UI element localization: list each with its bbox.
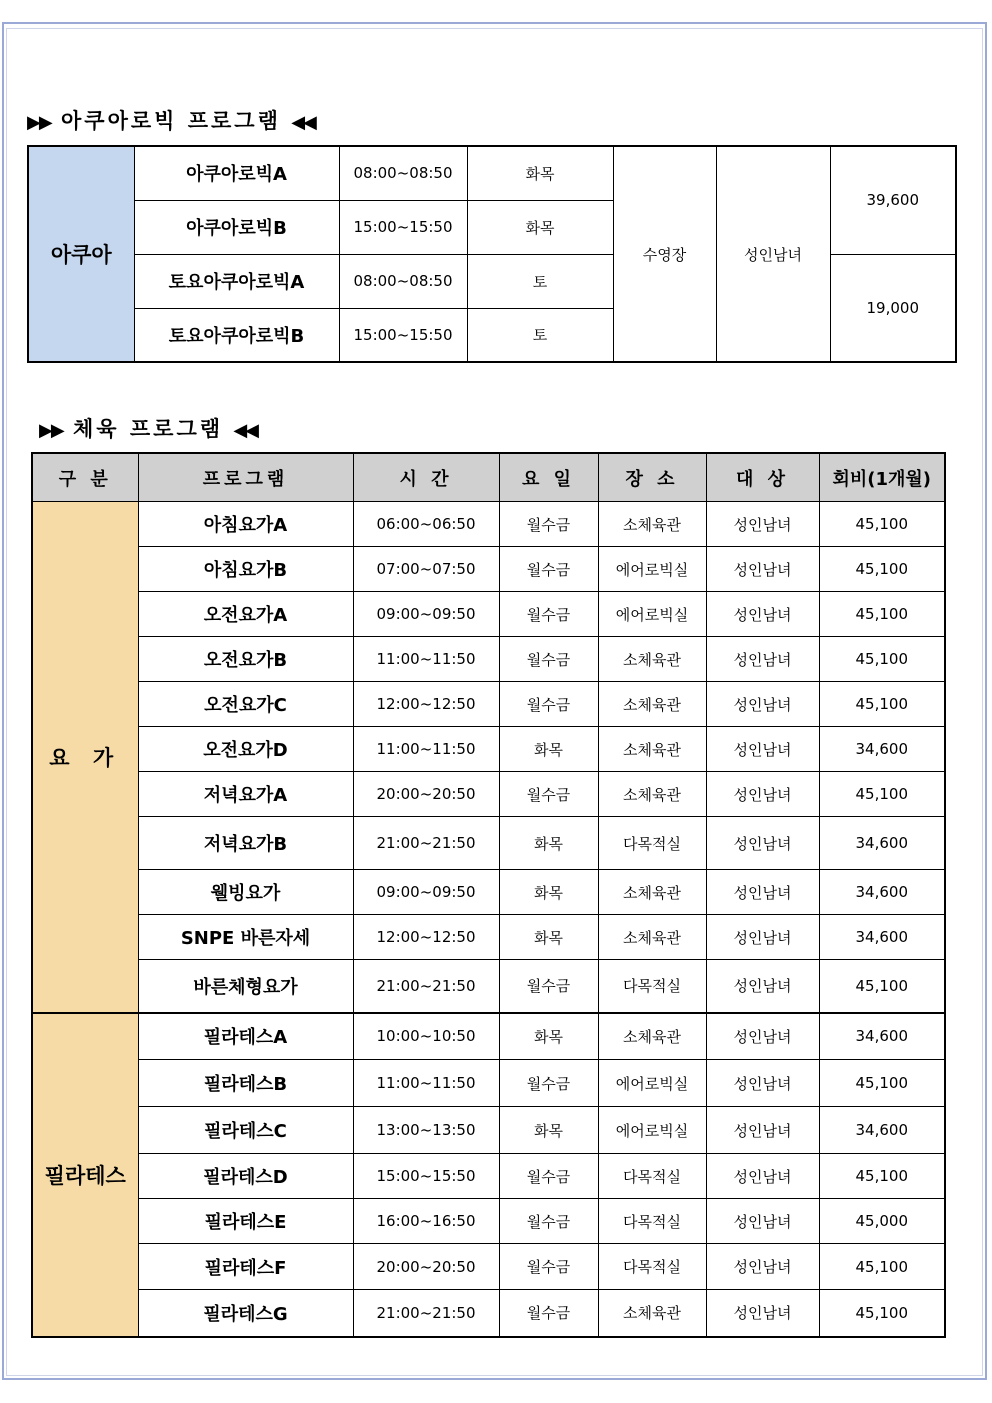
program-name: SNPE 바른자세 [138,915,353,960]
program-name: 필라테스G [138,1290,353,1337]
yoga-category-cell: 요 가 [32,502,138,1013]
time-cell: 13:00~13:50 [353,1107,499,1154]
day-cell: 화목 [499,1107,598,1154]
right-marker: ◀◀ [233,420,258,441]
program-name: 토요아쿠아로빅A [134,254,339,308]
table-row [32,1060,945,1107]
target-cell: 성인남녀 [706,1154,819,1199]
fitness-program-table [31,452,946,1338]
program-name: 필라테스A [138,1013,353,1060]
program-name: 필라테스E [138,1199,353,1244]
time-cell: 21:00~21:50 [353,1290,499,1337]
header-category: 구 분 [32,453,138,502]
fee-cell: 45,100 [819,547,945,592]
program-name: 오전요가A [138,592,353,637]
table-header-row [32,453,945,502]
fee-weekday-cell: 39,600 [830,146,956,254]
place-cell: 다목적실 [598,1154,706,1199]
left-marker: ▶▶ [27,112,51,133]
target-cell: 성인남녀 [706,1107,819,1154]
fee-cell: 45,000 [819,1199,945,1244]
table-row [32,1290,945,1337]
fee-cell: 34,600 [819,727,945,772]
time-cell: 11:00~11:50 [353,727,499,772]
target-cell: 성인남녀 [706,1290,819,1337]
day-cell: 화목 [499,727,598,772]
table-row [32,682,945,727]
program-name: 바른체형요가 [138,960,353,1013]
day-cell: 화목 [467,146,613,200]
place-cell: 소체육관 [598,772,706,817]
fee-cell: 34,600 [819,817,945,870]
table-row [32,1199,945,1244]
time-cell: 09:00~09:50 [353,592,499,637]
place-cell: 소체육관 [598,915,706,960]
header-day: 요 일 [499,453,598,502]
time-cell: 12:00~12:50 [353,915,499,960]
fee-weekend-cell: 19,000 [830,254,956,362]
fee-cell: 34,600 [819,870,945,915]
fee-cell: 45,100 [819,682,945,727]
aqua-category-cell: 아쿠아 [28,146,134,362]
time-cell: 21:00~21:50 [353,817,499,870]
table-row [32,1244,945,1290]
place-cell: 소체육관 [598,1290,706,1337]
fitness-title-text: 체육 프로그램 [73,417,224,441]
fee-cell: 45,100 [819,592,945,637]
pilates-category-cell: 필라테스 [32,1013,138,1337]
place-cell: 다목적실 [598,817,706,870]
table-row [32,817,945,870]
target-cell: 성인남녀 [706,1244,819,1290]
place-cell: 소체육관 [598,637,706,682]
program-name: 웰빙요가 [138,870,353,915]
target-cell: 성인남녀 [706,1199,819,1244]
target-cell: 성인남녀 [706,592,819,637]
time-cell: 06:00~06:50 [353,502,499,547]
target-cell: 성인남녀 [706,870,819,915]
place-cell: 소체육관 [598,1013,706,1060]
place-cell: 소체육관 [598,502,706,547]
table-row [32,960,945,1013]
target-cell: 성인남녀 [706,772,819,817]
day-cell: 토 [467,254,613,308]
day-cell: 월수금 [499,960,598,1013]
table-row [32,592,945,637]
place-cell: 수영장 [613,146,716,362]
fee-cell: 34,600 [819,1013,945,1060]
target-cell: 성인남녀 [706,817,819,870]
time-cell: 20:00~20:50 [353,1244,499,1290]
place-cell: 에어로빅실 [598,1060,706,1107]
day-cell: 월수금 [499,1244,598,1290]
time-cell: 21:00~21:50 [353,960,499,1013]
header-time: 시 간 [353,453,499,502]
time-cell: 12:00~12:50 [353,682,499,727]
fee-cell: 34,600 [819,1107,945,1154]
time-cell: 15:00~15:50 [339,200,467,254]
day-cell: 월수금 [499,637,598,682]
place-cell: 소체육관 [598,870,706,915]
fee-cell: 45,100 [819,772,945,817]
target-cell: 성인남녀 [706,1013,819,1060]
place-cell: 다목적실 [598,1244,706,1290]
time-cell: 09:00~09:50 [353,870,499,915]
program-name: 토요아쿠아로빅B [134,308,339,362]
target-cell: 성인남녀 [706,727,819,772]
table-row [32,870,945,915]
day-cell: 화목 [499,1013,598,1060]
aqua-title-text: 아쿠아로빅 프로그램 [61,109,281,133]
fee-cell: 45,100 [819,1060,945,1107]
time-cell: 11:00~11:50 [353,1060,499,1107]
time-cell: 16:00~16:50 [353,1199,499,1244]
day-cell: 월수금 [499,682,598,727]
time-cell: 20:00~20:50 [353,772,499,817]
target-cell: 성인남녀 [706,637,819,682]
fitness-section-title [39,413,257,443]
target-cell: 성인남녀 [706,960,819,1013]
time-cell: 07:00~07:50 [353,547,499,592]
time-cell: 15:00~15:50 [339,308,467,362]
fee-cell: 45,100 [819,1244,945,1290]
aqua-section-title [27,105,315,135]
program-name: 필라테스B [138,1060,353,1107]
time-cell: 15:00~15:50 [353,1154,499,1199]
day-cell: 월수금 [499,1154,598,1199]
place-cell: 소체육관 [598,727,706,772]
program-name: 저녁요가B [138,817,353,870]
fee-cell: 45,100 [819,1290,945,1337]
place-cell: 에어로빅실 [598,592,706,637]
table-row [32,1107,945,1154]
program-name: 오전요가B [138,637,353,682]
program-name: 저녁요가A [138,772,353,817]
program-name: 아쿠아로빅A [134,146,339,200]
table-row [32,637,945,682]
fee-cell: 34,600 [819,915,945,960]
program-name: 필라테스C [138,1107,353,1154]
program-name: 필라테스D [138,1154,353,1199]
target-cell: 성인남녀 [716,146,830,362]
fee-cell: 45,100 [819,960,945,1013]
place-cell: 에어로빅실 [598,1107,706,1154]
place-cell: 다목적실 [598,1199,706,1244]
program-name: 필라테스F [138,1244,353,1290]
right-marker: ◀◀ [291,112,315,133]
time-cell: 11:00~11:50 [353,637,499,682]
place-cell: 에어로빅실 [598,547,706,592]
table-row [32,1013,945,1060]
place-cell: 소체육관 [598,682,706,727]
program-name: 오전요가D [138,727,353,772]
table-row [32,502,945,547]
time-cell: 10:00~10:50 [353,1013,499,1060]
day-cell: 화목 [467,200,613,254]
target-cell: 성인남녀 [706,1060,819,1107]
day-cell: 월수금 [499,772,598,817]
day-cell: 화목 [499,915,598,960]
table-row [32,727,945,772]
fee-cell: 45,100 [819,1154,945,1199]
aqua-program-table [27,145,957,363]
program-name: 오전요가C [138,682,353,727]
fee-cell: 45,100 [819,502,945,547]
target-cell: 성인남녀 [706,682,819,727]
day-cell: 월수금 [499,592,598,637]
left-marker: ▶▶ [39,420,63,441]
time-cell: 08:00~08:50 [339,254,467,308]
table-row [32,915,945,960]
table-row [32,772,945,817]
header-fee: 회비(1개월) [819,453,945,502]
place-cell: 다목적실 [598,960,706,1013]
day-cell: 화목 [499,817,598,870]
program-name: 아쿠아로빅B [134,200,339,254]
day-cell: 토 [467,308,613,362]
header-target: 대 상 [706,453,819,502]
day-cell: 월수금 [499,1290,598,1337]
day-cell: 화목 [499,870,598,915]
header-place: 장 소 [598,453,706,502]
day-cell: 월수금 [499,1199,598,1244]
day-cell: 월수금 [499,502,598,547]
program-name: 아침요가B [138,547,353,592]
target-cell: 성인남녀 [706,547,819,592]
time-cell: 08:00~08:50 [339,146,467,200]
table-row [32,1154,945,1199]
fee-cell: 45,100 [819,637,945,682]
table-row [28,146,956,200]
table-row [32,547,945,592]
target-cell: 성인남녀 [706,502,819,547]
day-cell: 월수금 [499,1060,598,1107]
header-program: 프로그램 [138,453,353,502]
target-cell: 성인남녀 [706,915,819,960]
day-cell: 월수금 [499,547,598,592]
program-name: 아침요가A [138,502,353,547]
